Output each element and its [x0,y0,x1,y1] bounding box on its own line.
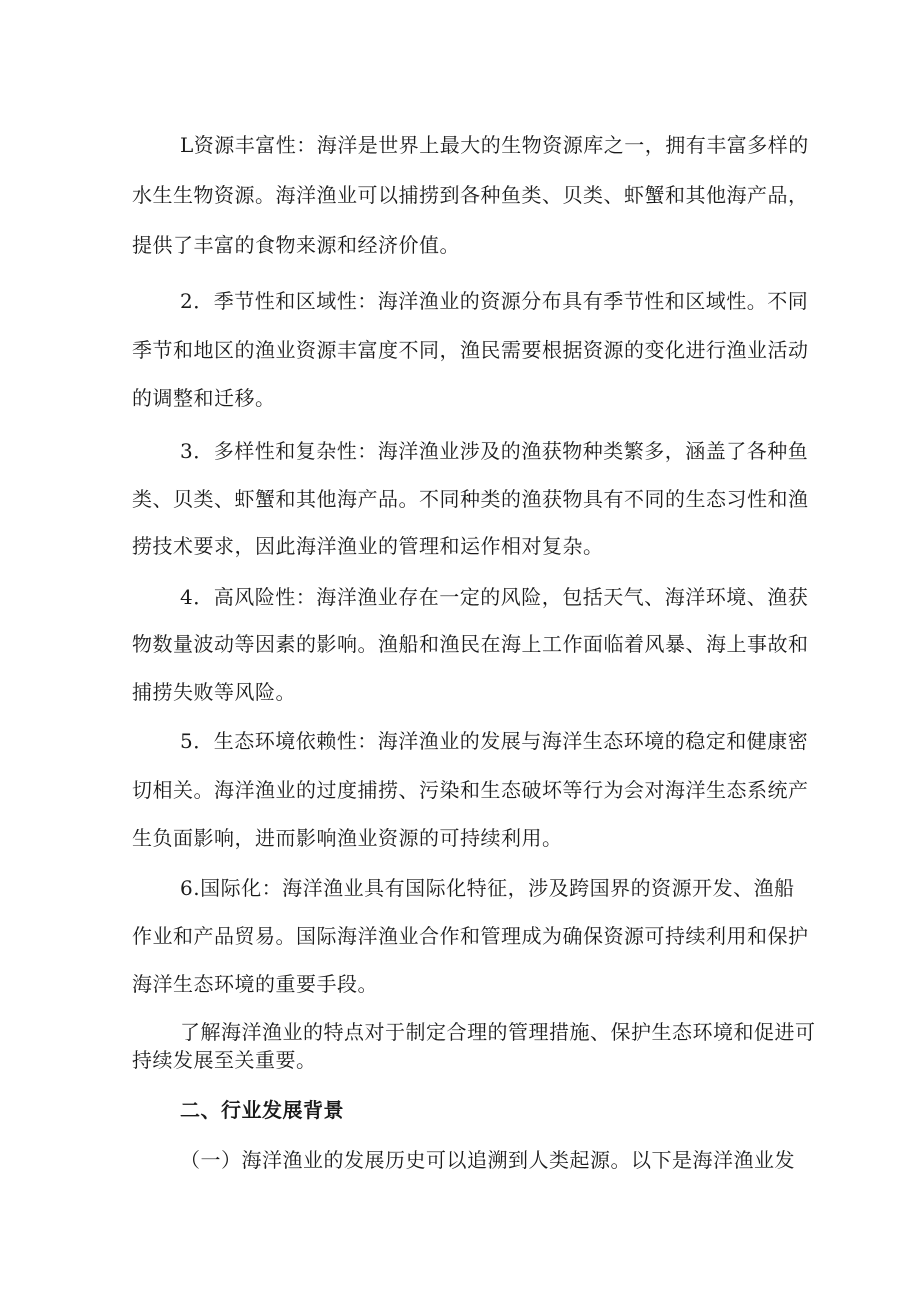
paragraph-7-line-1: 了解海洋渔业的特点对于制定合理的管理措施、保护生态环境和促进可 [180,1020,816,1044]
paragraph-2-line-3: 的调整和迁移。 [132,386,276,410]
paragraph-6-line-3: 海洋生态环境的重要手段。 [132,972,378,996]
paragraph-5-line-1: 5．生态环境依赖性：海洋渔业的发展与海洋生态环境的稳定和健康密 [180,729,809,753]
section-heading: 二、行业发展背景 [180,1098,344,1122]
paragraph-1-line-1: L资源丰富性：海洋是世界上最大的生物资源库之一，拥有丰富多样的 [180,133,809,157]
paragraph-4-line-2: 物数量波动等因素的影响。渔船和渔民在海上工作面临着风暴、海上事故和 [132,632,809,656]
paragraph-3-line-3: 捞技术要求，因此海洋渔业的管理和运作相对复杂。 [132,534,604,558]
paragraph-2-line-1: 2．季节性和区域性：海洋渔业的资源分布具有季节性和区域性。不同 [180,289,809,313]
paragraph-2-line-2: 季节和地区的渔业资源丰富度不同，渔民需要根据资源的变化进行渔业活动 [132,338,809,362]
paragraph-3-line-2: 类、贝类、虾蟹和其他海产品。不同种类的渔获物具有不同的生态习性和渔 [132,487,809,511]
paragraph-3-line-1: 3．多样性和复杂性：海洋渔业涉及的渔获物种类繁多，涵盖了各种鱼 [180,439,809,463]
paragraph-6-line-1: 6.国际化：海洋渔业具有国际化特征，涉及跨国界的资源开发、渔船 [180,876,795,900]
paragraph-4-line-3: 捕捞失败等风险。 [132,680,296,704]
paragraph-6-line-2: 作业和产品贸易。国际海洋渔业合作和管理成为确保资源可持续利用和保护 [132,924,809,948]
paragraph-1-line-3: 提供了丰富的食物来源和经济价值。 [132,233,460,257]
paragraph-7-line-2: 持续发展至关重要。 [132,1048,317,1072]
paragraph-1-line-2: 水生生物资源。海洋渔业可以捕捞到各种鱼类、贝类、虾蟹和其他海产品， [132,183,809,207]
paragraph-4-line-1: 4．高风险性：海洋渔业存在一定的风险，包括天气、海洋环境、渔获 [180,585,809,609]
paragraph-5-line-2: 切相关。海洋渔业的过度捕捞、污染和生态破坏等行为会对海洋生态系统产 [132,778,809,802]
paragraph-5-line-3: 生负面影响，进而影响渔业资源的可持续利用。 [132,826,563,850]
final-paragraph-line: （一）海洋渔业的发展历史可以追溯到人类起源。以下是海洋渔业发 [180,1148,795,1172]
